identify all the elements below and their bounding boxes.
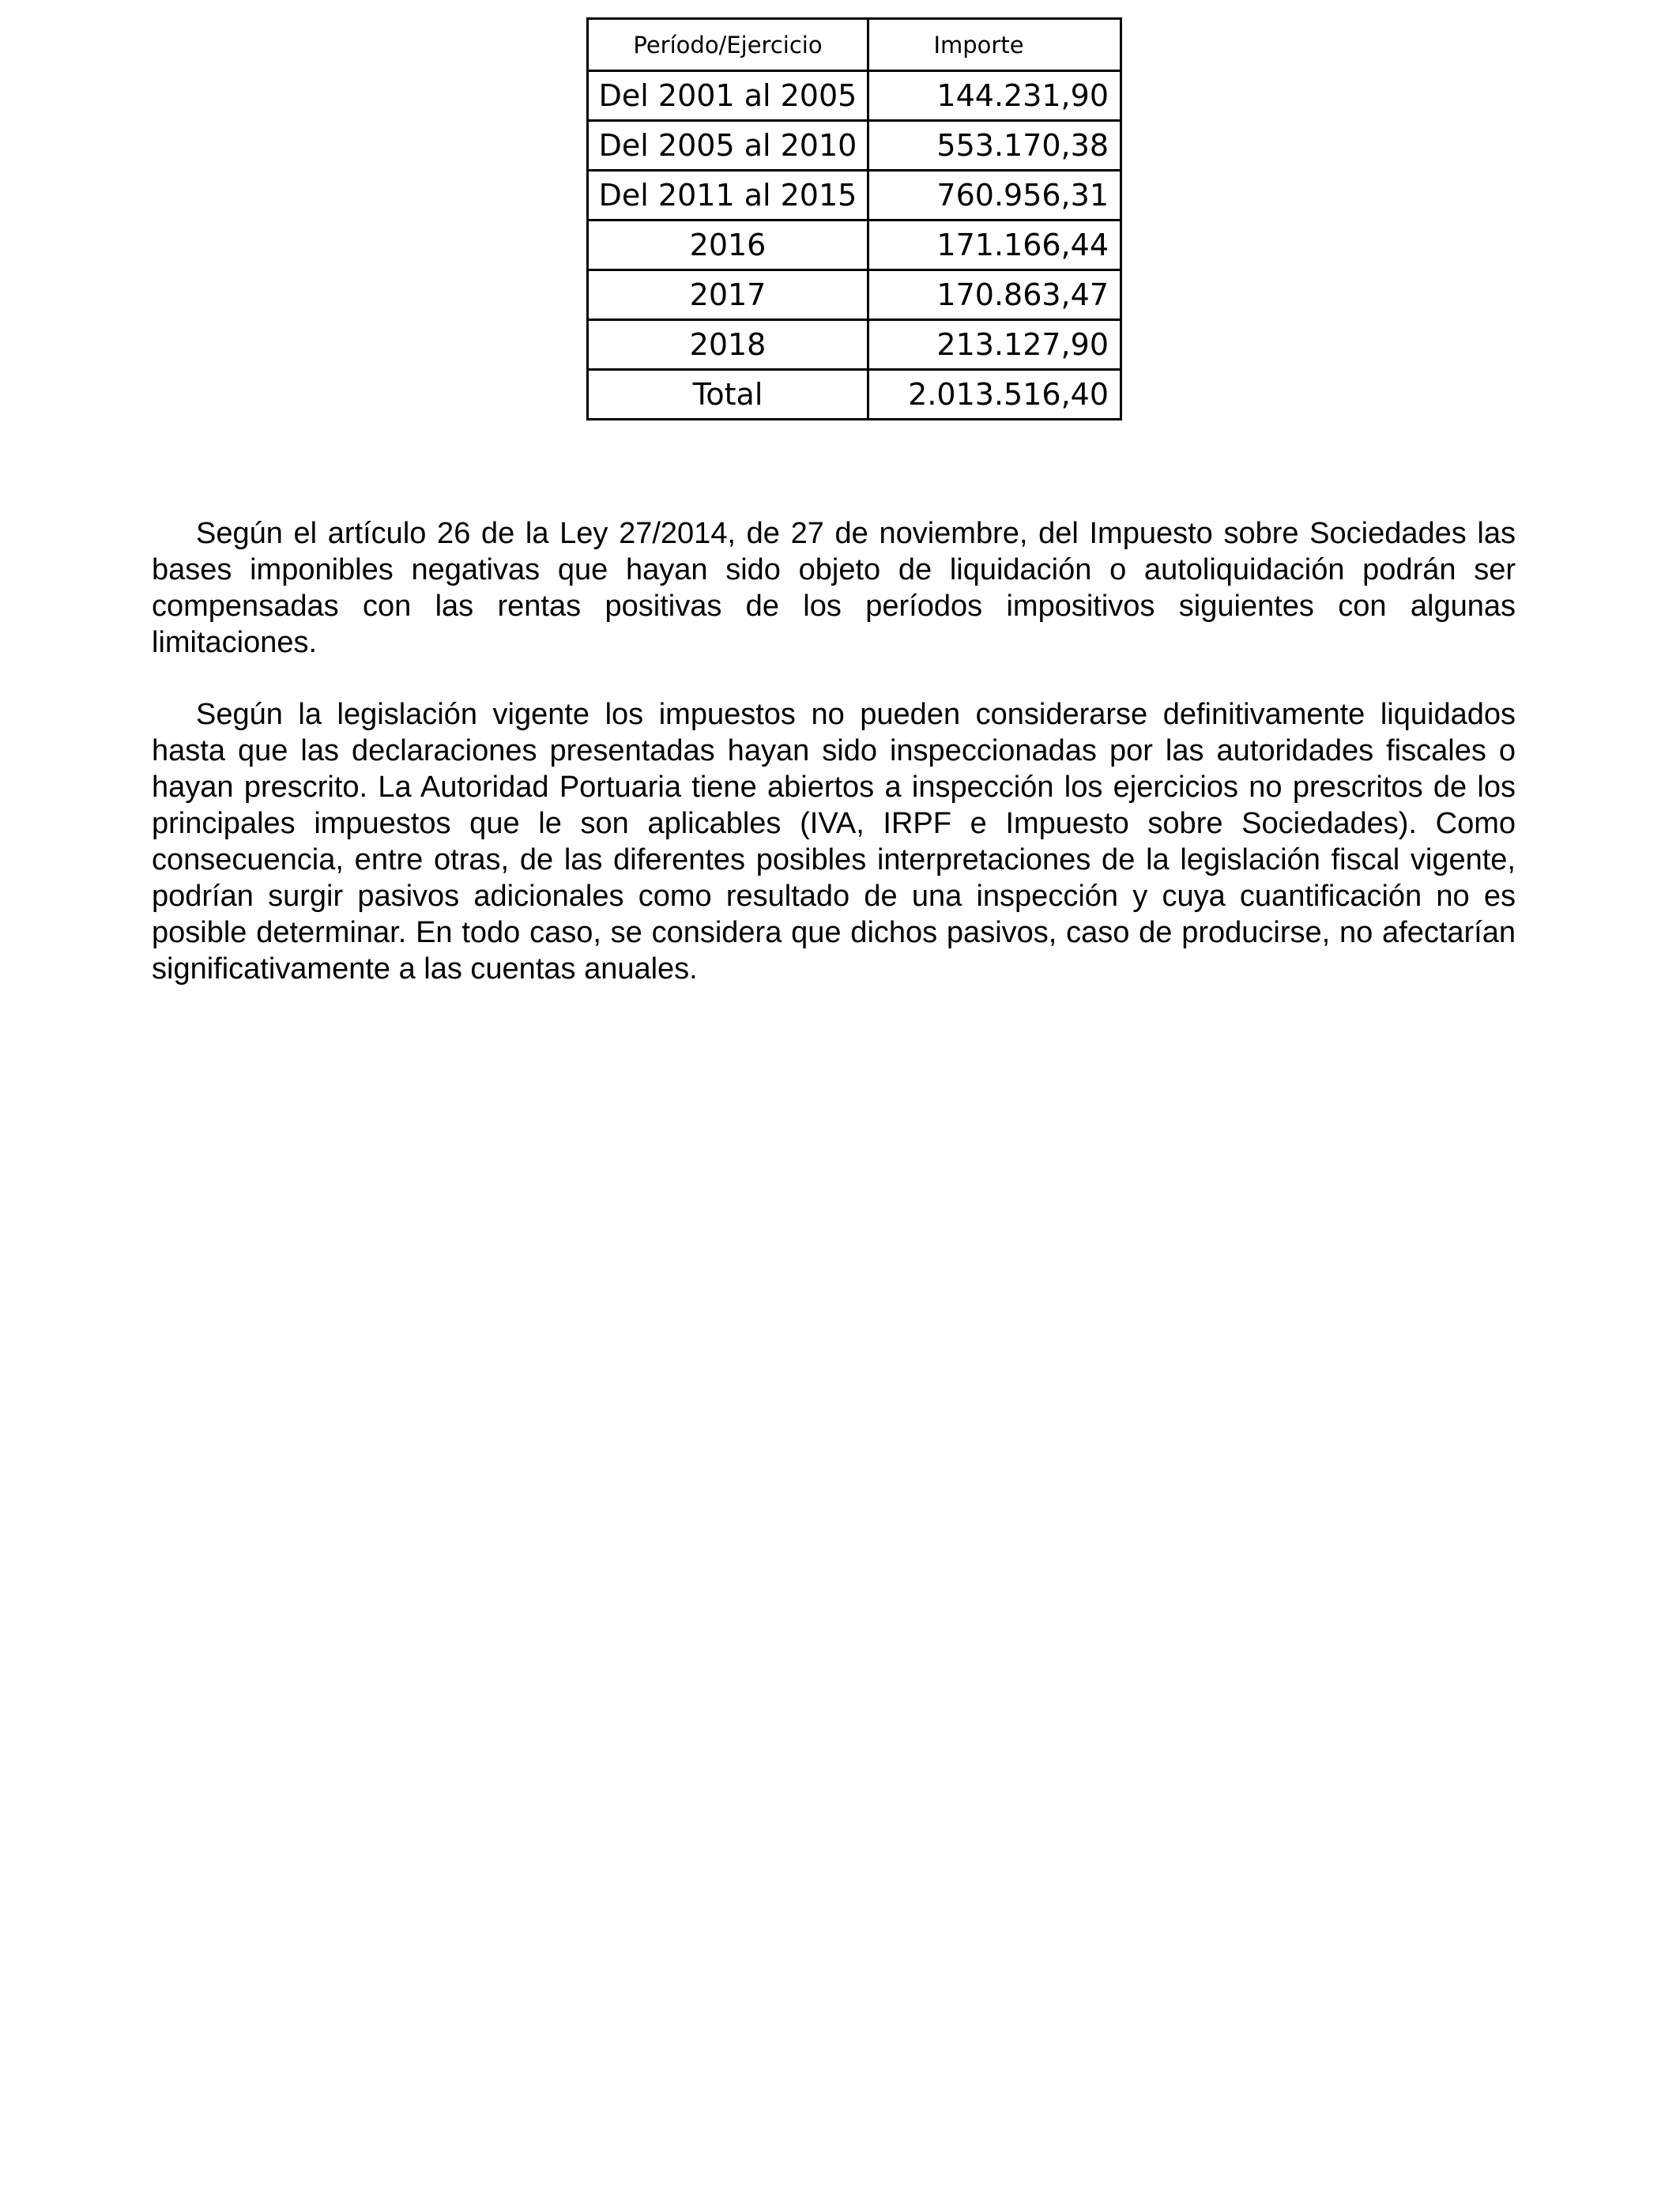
- table-header-row: [588, 19, 1121, 71]
- row-period: Del 2005 al 2010: [588, 121, 868, 171]
- paragraph-text: Según la legislación vigente los impuestos no pueden considerarse definitivamente liquidados hasta que las declaraciones presentadas hayan sido inspeccionadas por las autoridades fiscales o hayan prescrito. La Autoridad Portuaria tiene abiertos a inspección los ejercicios no prescritos de los principales impuestos que le son aplicables (IVA, IRPF e Impuesto sobre Sociedades). Como consecuencia, entre otras, de las diferentes posibles interpretaciones de la legislación fiscal vigente, podrían surgir pasivos adicionales como resultado de una inspección y cuya cuantificación no es posible determinar. En todo caso, se considera que dichos pasivos, caso de producirse, no afectarían significativamente a las cuentas anuales.: [152, 698, 1516, 986]
- paragraph-tax-legislation: [152, 696, 1516, 987]
- row-amount: 170.863,47: [868, 270, 1121, 320]
- row-amount: 553.170,38: [868, 121, 1121, 171]
- table-row: [588, 171, 1121, 221]
- table-row: [588, 320, 1121, 370]
- row-amount: 760.956,31: [868, 171, 1121, 221]
- row-period: Del 2001 al 2005: [588, 71, 868, 121]
- row-amount: 171.166,44: [868, 221, 1121, 270]
- total-amount: 2.013.516,40: [868, 370, 1121, 420]
- row-period: Del 2011 al 2015: [588, 171, 868, 221]
- paragraph-article-26: [152, 515, 1516, 661]
- row-period: 2016: [588, 221, 868, 270]
- paragraph-text: Según el artículo 26 de la Ley 27/2014, de 27 de noviembre, del Impuesto sobre Sociedades las bases imponibles negativas que hayan sido objeto de liquidación o autoliquidación podrán ser compensadas con las rentas positivas de los períodos impositivos siguientes con algunas limitaciones.: [152, 517, 1516, 659]
- table-row: [588, 71, 1121, 121]
- row-amount: 213.127,90: [868, 320, 1121, 370]
- header-period: Período/Ejercicio: [588, 19, 868, 71]
- table-row: [588, 270, 1121, 320]
- total-label: Total: [588, 370, 868, 420]
- table-total-row: [588, 370, 1121, 420]
- table-row: [588, 221, 1121, 270]
- table-row: [588, 121, 1121, 171]
- row-amount: 144.231,90: [868, 71, 1121, 121]
- negative-tax-bases-table: [586, 17, 1122, 420]
- row-period: 2017: [588, 270, 868, 320]
- header-amount: Importe: [868, 19, 1121, 71]
- row-period: 2018: [588, 320, 868, 370]
